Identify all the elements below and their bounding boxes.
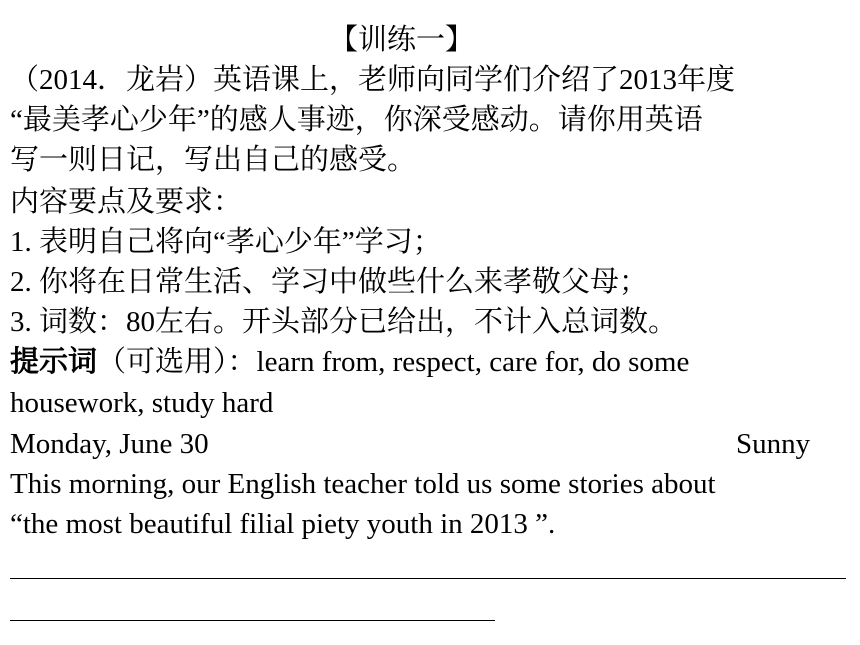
hint-line-1 [10, 342, 689, 382]
diary-weather: Sunny [736, 428, 811, 460]
intro-line-1: （2014．龙岩）英语课上，老师向同学们介绍了2013年度 [10, 64, 736, 96]
answer-blank-line-2[interactable] [10, 620, 495, 621]
hint-line-2: housework, study hard [10, 387, 274, 419]
exercise-title: 【训练一】 [329, 24, 475, 56]
hint-words: learn from, respect, care for, do some [256, 346, 690, 378]
hint-optional-note: （可选用）： [97, 346, 257, 378]
requirements-heading: 内容要点及要求： [10, 186, 243, 218]
diary-opening-line-2: “the most beautiful filial piety youth in 2013 ”. [10, 508, 556, 540]
requirement-item-2: 2. 你将在日常生活、学习中做些什么来孝敬父母； [10, 266, 649, 298]
diary-opening-line-1: This morning, our English teacher told us some stories about [10, 468, 716, 500]
intro-line-2: “最美孝心少年”的感人事迹，你深受感动。请你用英语 [10, 104, 703, 136]
intro-line-3: 写一则日记，写出自己的感受。 [10, 144, 417, 176]
hint-label: 提示词 [10, 346, 98, 378]
diary-date: Monday, June 30 [10, 428, 209, 460]
requirement-item-3: 3. 词数：80左右。开头部分已给出，不计入总词数。 [10, 306, 678, 338]
answer-blank-line-1[interactable] [10, 578, 846, 579]
requirement-item-1: 1. 表明自己将向“孝心少年”学习； [10, 226, 442, 258]
